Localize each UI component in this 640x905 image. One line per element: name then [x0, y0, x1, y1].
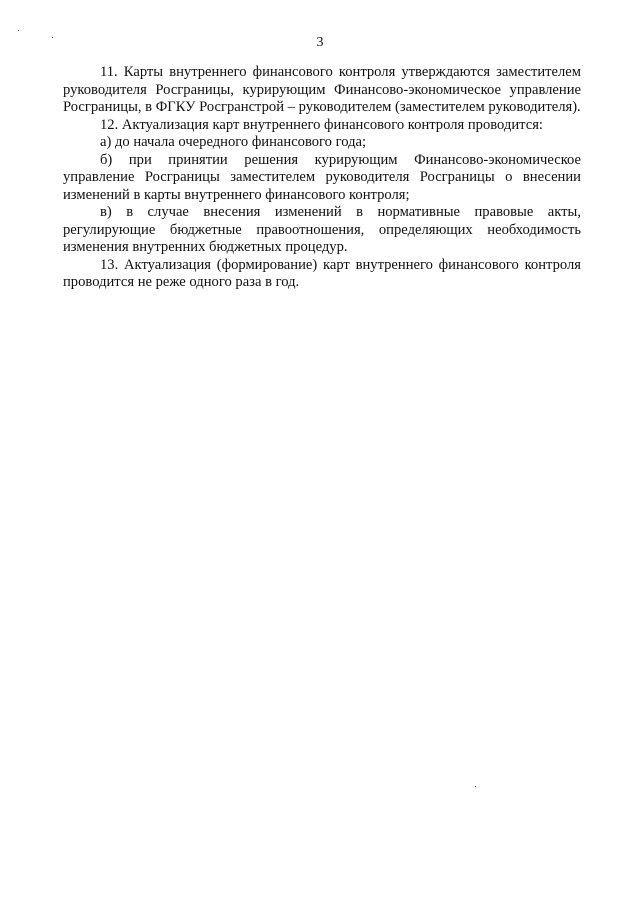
scan-speck: [475, 786, 476, 787]
paragraph-12-a: а) до начала очередного финансового года;: [100, 134, 367, 150]
document-body: [63, 64, 581, 292]
paragraph-11: 11. Карты внутреннего финансового контроля утверждаются заместителем руководителя Росграницы, курирующим Финансово-экономическое управление Росграницы, в ФГКУ Росгранстрой – руководителем (заместителем руководителя).: [63, 64, 581, 115]
paragraph-12-b: б) при принятии решения курирующим Финансово-экономическое управление Росграницы заместителем руководителя Росграницы о внесении изменений в карты внутреннего финансового контроля;: [63, 151, 581, 203]
page-number: 3: [316, 35, 324, 50]
paragraph-13: 13. Актуализация (формирование) карт внутреннего финансового контроля проводится не реже одного раза в год.: [63, 256, 581, 290]
paragraph-12-v: в) в случае внесения изменений в нормативные правовые акты, регулирующие бюджетные правоотношения, определяющих необходимость изменения внутренних бюджетных процедур.: [63, 204, 581, 255]
scan-speck: [18, 30, 19, 31]
paragraph-12: 12. Актуализация карт внутреннего финансового контроля проводится:: [100, 116, 543, 133]
